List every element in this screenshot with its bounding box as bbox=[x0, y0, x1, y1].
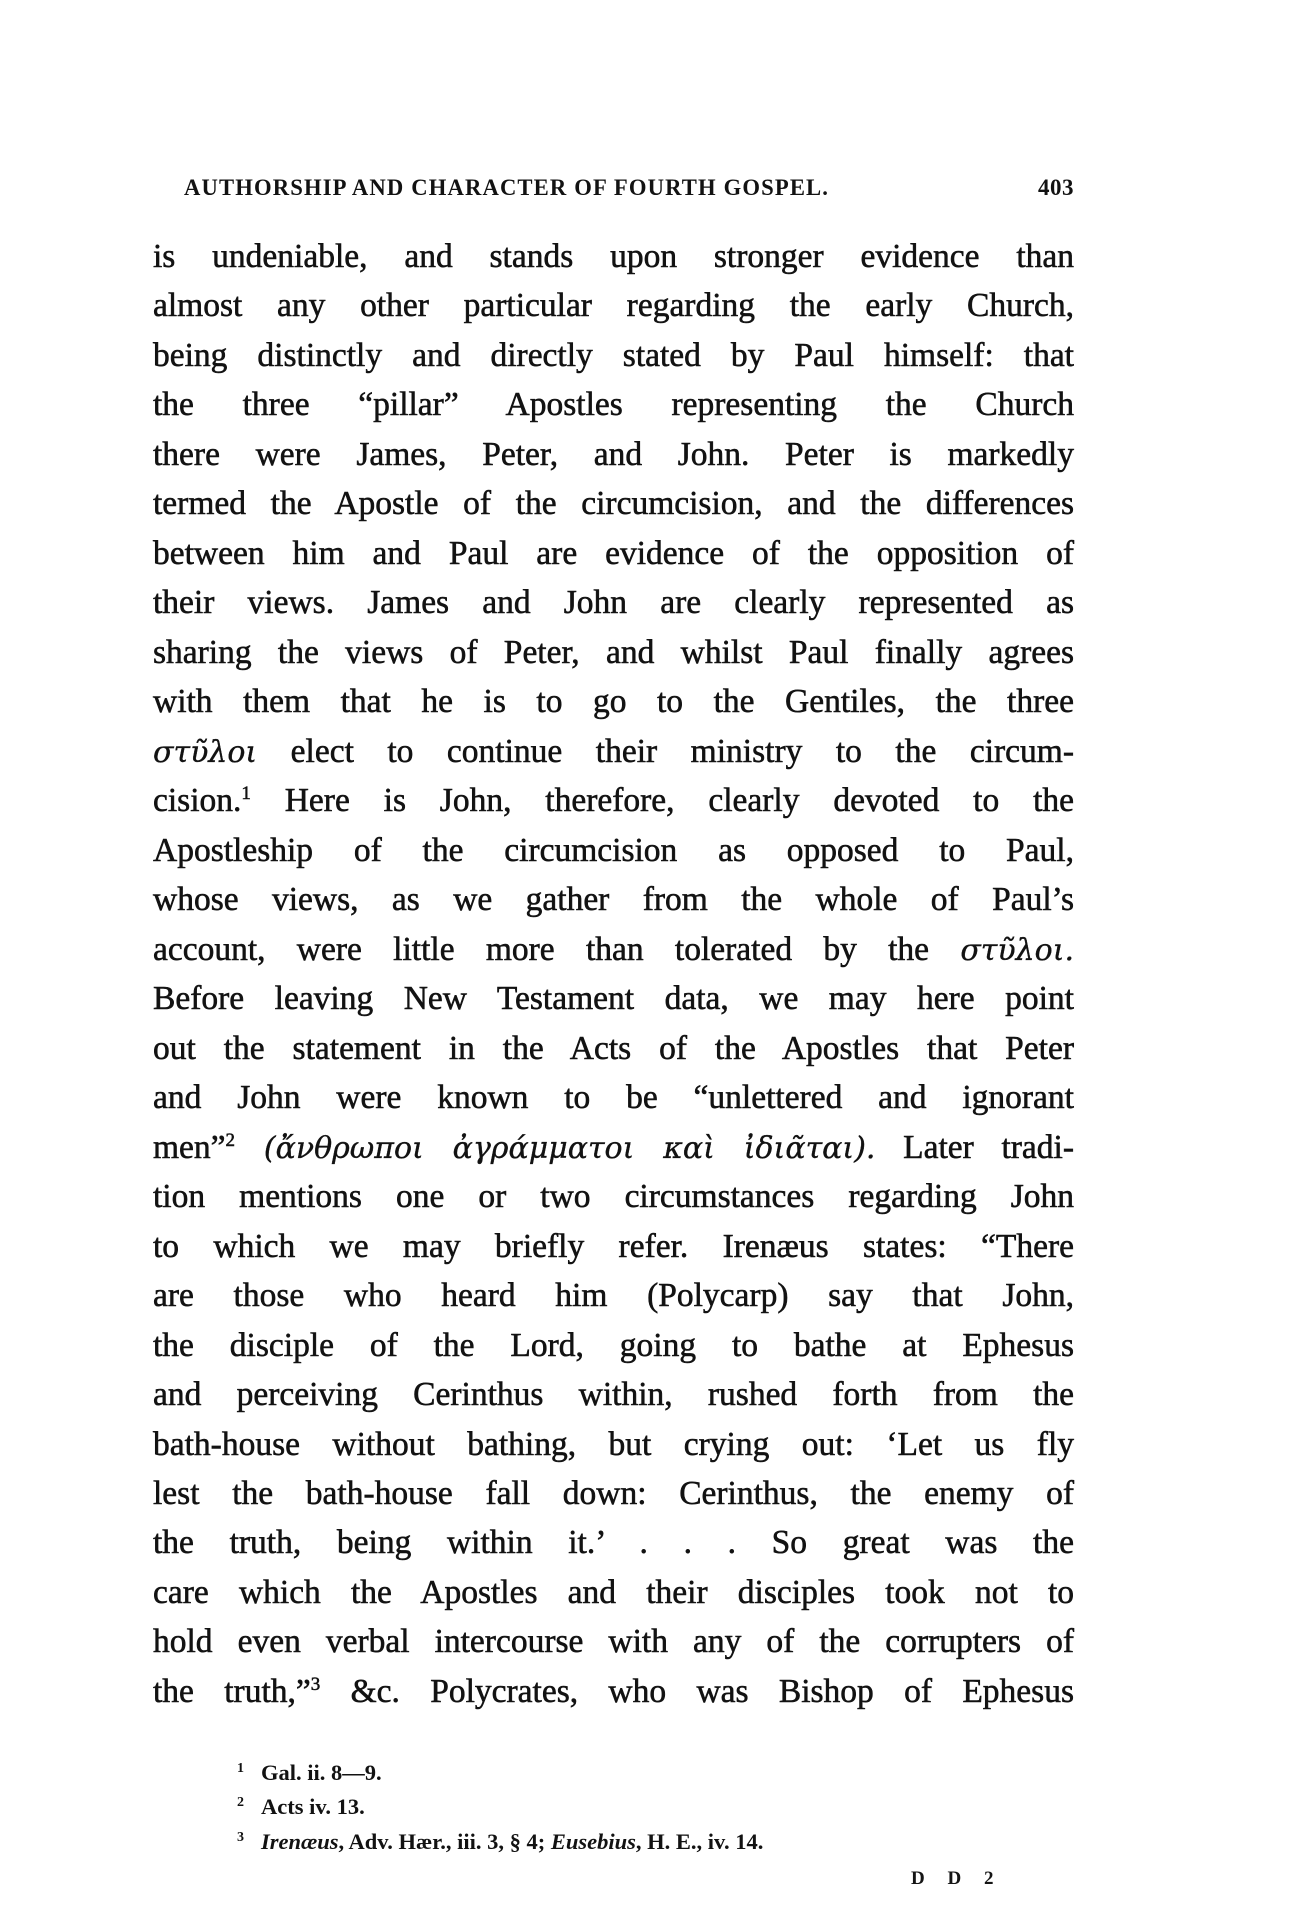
text-line bbox=[153, 1568, 1074, 1618]
text-run: the truth, being within it.’ . . . So great was the bbox=[153, 1524, 1074, 1562]
text-line-content bbox=[153, 380, 1074, 430]
text-line bbox=[153, 232, 1074, 282]
text-line-content bbox=[153, 727, 1074, 778]
text-line bbox=[153, 281, 1074, 331]
text-line-content bbox=[153, 578, 1074, 628]
citation-text: Acts iv. 13. bbox=[261, 1794, 365, 1819]
text-run: whose views, as we gather from the whole of Paul’s bbox=[153, 881, 1074, 919]
greek-phrase: στῦλοι. bbox=[960, 932, 1074, 968]
text-run: almost any other particular regarding the early Church, bbox=[153, 287, 1074, 325]
text-line bbox=[153, 1024, 1074, 1074]
text-run: and perceiving Cerinthus within, rushed forth from the bbox=[153, 1376, 1074, 1414]
text-line bbox=[153, 1321, 1074, 1371]
text-line-content bbox=[153, 925, 1074, 976]
text-line bbox=[153, 331, 1074, 381]
text-line bbox=[153, 1271, 1074, 1321]
text-line-content bbox=[153, 1024, 1074, 1074]
citation-text: , Adv. Hær., iii. 3, § 4; bbox=[338, 1829, 551, 1854]
greek-phrase: (ἄνθρωποι ἀγράμματοι καὶ ἰδιᾶται). bbox=[235, 1130, 876, 1166]
text-line bbox=[153, 1370, 1074, 1420]
text-line bbox=[153, 1469, 1074, 1519]
text-line bbox=[153, 974, 1074, 1024]
footnote: 3 Irenæus, Adv. Hær., iii. 3, § 4; Eusebius, H. E., iv. 14. bbox=[237, 1829, 764, 1854]
text-line bbox=[153, 1123, 1074, 1173]
citation-text: , H. E., iv. 14. bbox=[635, 1829, 764, 1854]
cited-author: Eusebius bbox=[550, 1829, 636, 1854]
text-line-content bbox=[153, 1321, 1074, 1371]
text-line-content bbox=[153, 430, 1074, 480]
text-line-content bbox=[153, 628, 1074, 678]
text-line bbox=[153, 826, 1074, 876]
text-line bbox=[153, 1073, 1074, 1123]
text-line-content bbox=[153, 974, 1074, 1024]
text-line-content bbox=[153, 1518, 1074, 1568]
text-line-content bbox=[153, 1370, 1074, 1420]
text-run: out the statement in the Acts of the Apostles that Peter bbox=[153, 1029, 1074, 1067]
text-line-content bbox=[153, 1073, 1074, 1123]
text-line bbox=[153, 1518, 1074, 1568]
text-line-content bbox=[153, 1469, 1074, 1519]
text-run: elect to continue their ministry to the circum- bbox=[257, 732, 1074, 770]
running-head bbox=[184, 174, 1074, 202]
text-run: &c. Polycrates, who was Bishop of Ephesus bbox=[320, 1672, 1074, 1710]
text-line bbox=[153, 925, 1074, 975]
citation-text: Gal. ii. 8—9. bbox=[261, 1760, 382, 1785]
text-line-content bbox=[153, 1617, 1074, 1667]
text-line bbox=[153, 1172, 1074, 1222]
text-line bbox=[153, 529, 1074, 579]
text-line-content bbox=[153, 677, 1074, 727]
text-run: care which the Apostles and their disciples took not to bbox=[153, 1573, 1074, 1611]
text-line bbox=[153, 1222, 1074, 1272]
text-run: between him and Paul are evidence of the opposition of bbox=[153, 534, 1074, 572]
footnote-reference: 3 bbox=[310, 1673, 321, 1695]
text-run: to which we may briefly refer. Irenæus states: “There bbox=[153, 1227, 1074, 1265]
text-run: and John were known to be “unlettered and ignorant bbox=[153, 1079, 1074, 1117]
text-line bbox=[153, 727, 1074, 777]
text-line-content bbox=[153, 232, 1074, 282]
text-line-content bbox=[153, 479, 1074, 529]
text-run: account, were little more than tolerated by the bbox=[153, 930, 961, 968]
text-line bbox=[153, 1420, 1074, 1470]
text-line bbox=[153, 677, 1074, 727]
footnote: 2 Acts iv. 13. bbox=[237, 1794, 365, 1819]
text-line bbox=[153, 875, 1074, 925]
text-run: termed the Apostle of the circumcision, and the differences bbox=[153, 485, 1074, 523]
text-run: the three “pillar” Apostles representing the Church bbox=[153, 386, 1074, 424]
footnote-reference: 1 bbox=[241, 783, 251, 805]
text-run: their views. James and John are clearly represented as bbox=[153, 584, 1074, 622]
text-line-content bbox=[153, 331, 1074, 381]
text-line-content bbox=[153, 875, 1074, 925]
greek-phrase: στῦλοι bbox=[153, 734, 258, 770]
running-head-title: AUTHORSHIP AND CHARACTER OF FOURTH GOSPEL. bbox=[184, 175, 830, 200]
text-run: tion mentions one or two circumstances regarding John bbox=[153, 1178, 1074, 1216]
footnote: 1 Gal. ii. 8—9. bbox=[237, 1760, 382, 1785]
text-run: cision. bbox=[153, 782, 242, 820]
text-line bbox=[153, 380, 1074, 430]
text-run: Later tradi- bbox=[875, 1128, 1074, 1166]
text-line-content bbox=[153, 281, 1074, 331]
text-line-content bbox=[153, 1271, 1074, 1321]
text-line-content bbox=[153, 1667, 1074, 1717]
text-line-content bbox=[153, 1222, 1074, 1272]
text-run: are those who heard him (Polycarp) say that John, bbox=[153, 1277, 1074, 1315]
text-line-content bbox=[153, 776, 1074, 826]
text-run: there were James, Peter, and John. Peter is markedly bbox=[153, 435, 1074, 473]
text-line-content bbox=[153, 1123, 1074, 1174]
text-run: the truth,” bbox=[153, 1672, 311, 1710]
text-line-content bbox=[153, 1172, 1074, 1222]
text-line bbox=[153, 1667, 1074, 1717]
text-line-content bbox=[153, 1420, 1074, 1470]
text-line bbox=[153, 479, 1074, 529]
cited-author: Irenæus bbox=[261, 1829, 339, 1854]
printer-signature-mark: D D 2 bbox=[911, 1868, 1003, 1889]
text-run: hold even verbal intercourse with any of the corrupters of bbox=[153, 1623, 1074, 1661]
text-run: Here is John, therefore, clearly devoted to the bbox=[250, 782, 1074, 820]
text-line bbox=[153, 1617, 1074, 1667]
text-run: Apostleship of the circumcision as opposed to Paul, bbox=[153, 831, 1074, 869]
page-number: 403 bbox=[1038, 175, 1074, 200]
text-line-content bbox=[153, 1568, 1074, 1618]
text-run: with them that he is to go to the Gentiles, the three bbox=[153, 683, 1074, 721]
text-line bbox=[153, 578, 1074, 628]
text-line-content bbox=[153, 529, 1074, 579]
text-run: men” bbox=[153, 1128, 226, 1166]
footnote-reference: 2 bbox=[225, 1129, 236, 1151]
text-run: sharing the views of Peter, and whilst Paul finally agrees bbox=[153, 633, 1074, 671]
text-line bbox=[153, 430, 1074, 480]
text-line-content bbox=[153, 826, 1074, 876]
text-line bbox=[153, 776, 1074, 826]
text-run: bath-house without bathing, but crying out: ‘Let us fly bbox=[153, 1425, 1074, 1463]
text-run: Before leaving New Testament data, we may here point bbox=[153, 980, 1074, 1018]
text-run: is undeniable, and stands upon stronger evidence than bbox=[153, 238, 1074, 275]
text-run: the disciple of the Lord, going to bathe at Ephesus bbox=[153, 1326, 1074, 1364]
text-line bbox=[153, 628, 1074, 678]
text-run: lest the bath-house fall down: Cerinthus, the enemy of bbox=[153, 1475, 1074, 1512]
text-run: being distinctly and directly stated by Paul himself: that bbox=[153, 336, 1074, 374]
